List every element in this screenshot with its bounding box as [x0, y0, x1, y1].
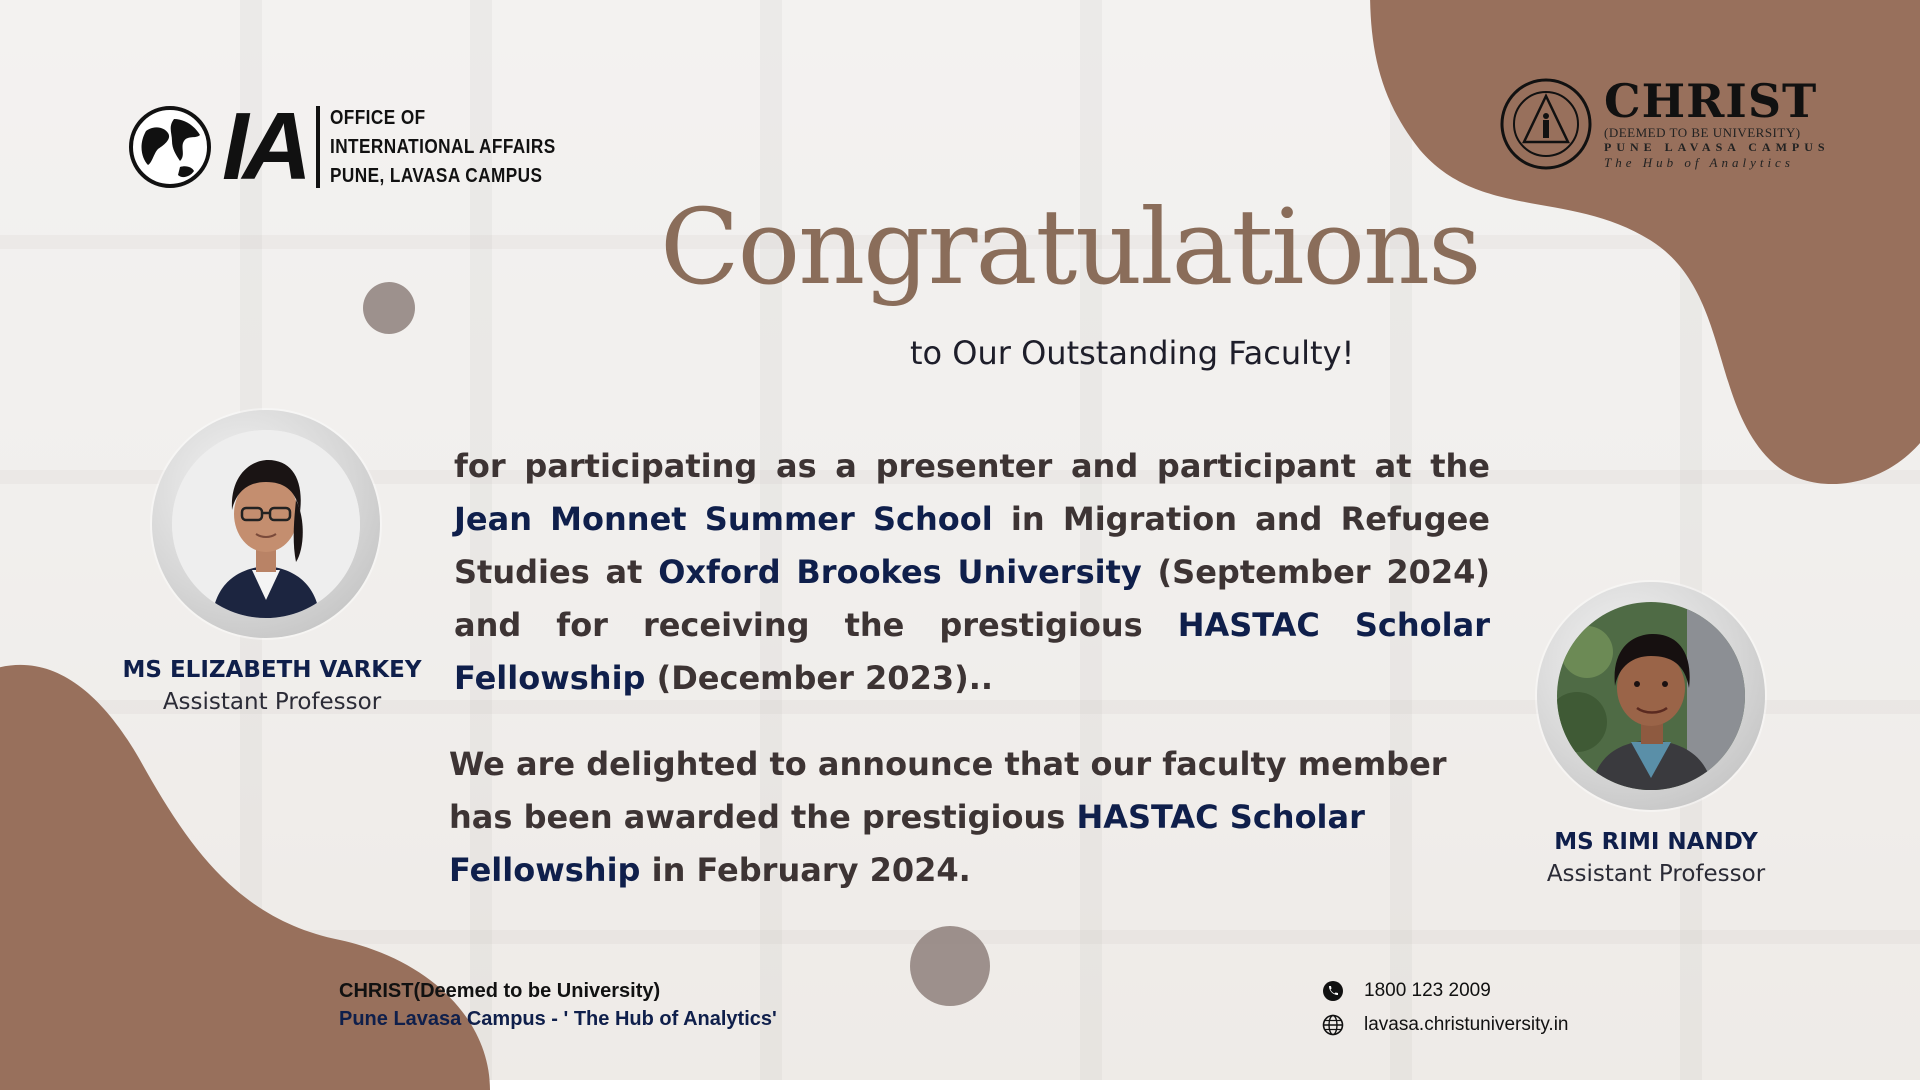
faculty-photo-rimi-nandy	[1537, 582, 1765, 810]
web-icon	[1322, 1014, 1344, 1036]
office-international-affairs-logo	[128, 93, 592, 200]
christ-university-logo	[1498, 76, 1830, 172]
faculty-name: MS ELIZABETH VARKEY	[122, 657, 422, 683]
christ-wordmark: CHRIST	[1604, 74, 1818, 128]
office-name: OFFICE OF INTERNATIONAL AFFAIRS PUNE, LAVASA CAMPUS	[330, 106, 556, 187]
faculty-name: MS RIMI NANDY	[1554, 829, 1758, 855]
phone-icon	[1322, 980, 1344, 1002]
university-seal-icon	[1498, 76, 1594, 172]
footer-campus-tagline: Pune Lavasa Campus - ' The Hub of Analytics'	[339, 1008, 777, 1030]
headline-title: Congratulations	[660, 186, 1480, 308]
highlight-summer-school: Jean Monnet Summer School	[454, 500, 993, 538]
christ-tagline: The Hub of Analytics	[1604, 155, 1794, 170]
globe-icon	[128, 105, 212, 189]
footer-university-name: CHRIST(Deemed to be University)	[339, 980, 661, 1002]
website-link[interactable]: lavasa.christuniversity.in	[1364, 1014, 1569, 1035]
footer-website[interactable]	[1322, 1014, 1569, 1036]
highlight-fellowship: HASTAC Scholar Fellowship	[449, 798, 1365, 889]
footer-phone	[1322, 980, 1491, 1002]
decorative-dot	[910, 926, 990, 1006]
avatar	[1557, 602, 1745, 790]
highlight-fellowship: HASTAC Scholar Fellowship	[454, 606, 1490, 697]
phone-number: 1800 123 2009	[1364, 980, 1491, 1001]
highlight-university: Oxford Brookes University	[658, 553, 1142, 591]
faculty-photo-elizabeth-varkey	[152, 410, 380, 638]
ia-wordmark: IA	[222, 93, 306, 200]
christ-campus-line: PUNE LAVASA CAMPUS	[1604, 140, 1830, 154]
announcement-paragraph-1: for participating as a presenter and participant at the Jean Monnet Summer School in Migration and Refugee Studies at Oxford Brookes University (September 2024) and for receiving the prestigious HASTAC Scholar Fellowship (December 2023)..	[454, 447, 1491, 697]
faculty-role: Assistant Professor	[162, 689, 382, 715]
announcement-paragraph-2: We are delighted to announce that our faculty member has been awarded the prestigious HASTAC Scholar Fellowship in February 2024.	[449, 745, 1447, 889]
logo-divider	[316, 106, 320, 188]
decorative-dot	[363, 282, 415, 334]
christ-deemed-line: (DEEMED TO BE UNIVERSITY)	[1604, 125, 1801, 140]
avatar	[172, 430, 360, 618]
headline-subtitle: to Our Outstanding Faculty!	[910, 334, 1355, 372]
faculty-role: Assistant Professor	[1546, 861, 1766, 887]
